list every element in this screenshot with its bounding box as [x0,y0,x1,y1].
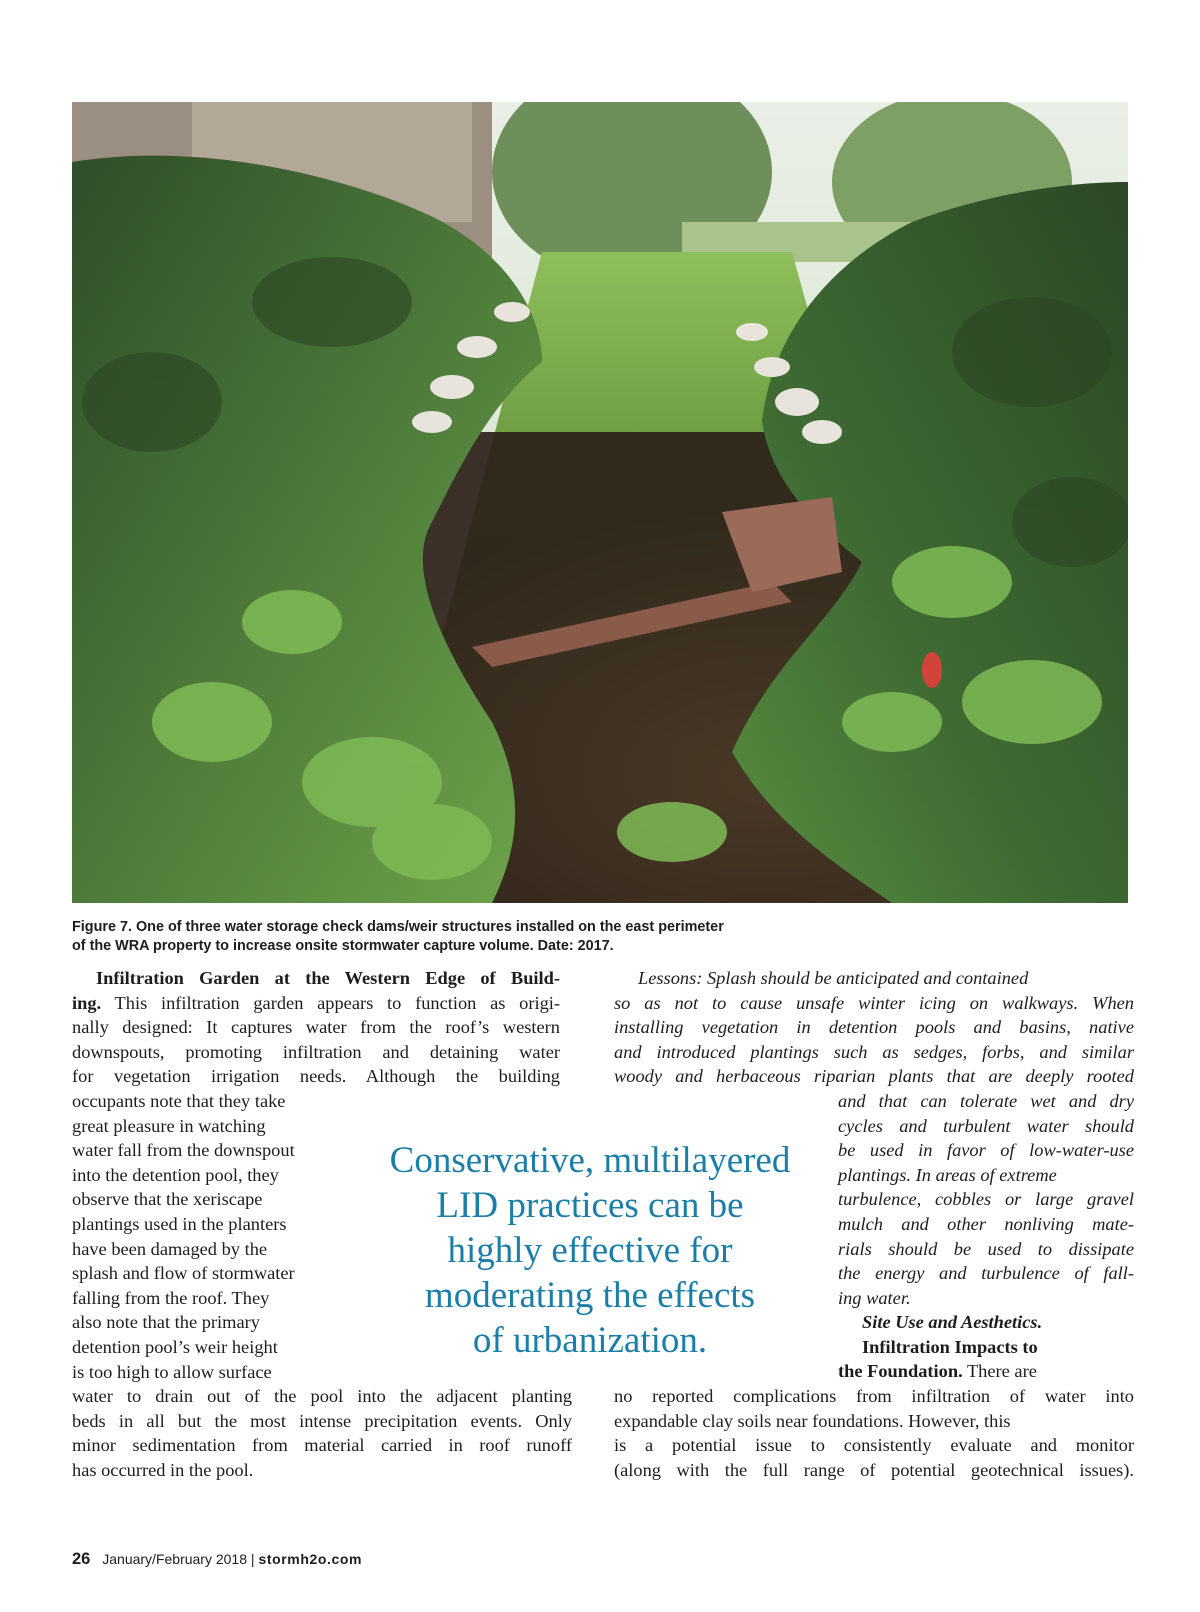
figure-caption [72,918,852,956]
body-line: beds in all but the most intense precipitation events. Only [72,1410,572,1431]
infiltration-heading-1: Infiltration Impacts to [862,1336,1038,1357]
right-column-headings [838,1310,1134,1384]
body-text: There are [962,1361,1037,1382]
page-footer [72,1550,362,1569]
pull-quote [350,1138,830,1363]
body-line: occupants note that they take [72,1091,286,1111]
left-heading-line [72,966,560,991]
lessons-line: the energy and turbulence of fall- [838,1263,1134,1284]
pull-quote-line: LID practices can be [436,1185,744,1226]
body-line: into the detention pool, they [72,1164,279,1185]
body-line: nally designed: It captures water from the roof’s western [72,1017,560,1038]
body-line: also note that the primary [72,1312,260,1333]
lessons-line: and introduced plantings such as sedges, forbs, and similar [614,1041,1134,1062]
right-column-infiltration [614,1384,1134,1482]
body-line: expandable clay soils near foundations. However, this [614,1410,1011,1431]
lessons-line: mulch and other nonliving mate- [838,1213,1134,1234]
site-use-heading-line [838,1310,1134,1335]
lessons-line: woody and herbaceous riparian plants that are deeply rooted [614,1066,1134,1087]
pull-quote-line: of urbanization. [472,1320,708,1361]
body-line: falling from the roof. They [72,1287,270,1308]
infiltration-heading-line-2 [838,1359,1134,1384]
right-column-lessons-top [614,966,1134,1089]
body-line: water to drain out of the pool into the adjacent planting [72,1386,572,1406]
lessons-line: and that can tolerate wet and dry [838,1091,1134,1111]
body-line: observe that the xeriscape [72,1189,263,1210]
garden-photo-illustration [72,102,1128,903]
caption-line-1: Figure 7. One of three water storage check dams/weir structures installed on the east perimeter [72,919,724,935]
caption-line-2: of the WRA property to increase onsite stormwater capture volume. Date: 2017. [72,938,614,954]
lessons-line: cycles and turbulent water should [838,1115,1134,1136]
body-text: This infiltration garden appears to function as origi- [101,992,560,1013]
lessons-line: ing water. [838,1287,911,1308]
figure-7-photo [72,102,1128,903]
lessons-line: installing vegetation in detention pools and basins, native [614,1017,1134,1038]
section-heading-cont: ing. [72,992,102,1013]
body-line: is too high to allow surface [72,1361,272,1382]
right-column-lessons-wrap [838,1089,1134,1310]
left-column-bottom [72,1384,572,1482]
pull-quote-line: Conservative, multilayered [389,1140,791,1181]
body-line: (along with the full range of potential geotechnical issues). [614,1459,1134,1480]
website-link[interactable]: stormh2o.com [258,1551,363,1567]
body-line: splash and flow of stormwater [72,1263,295,1284]
body-line: for vegetation irrigation needs. Although the building [72,1066,560,1087]
page-number: 26 [72,1550,91,1568]
body-line: water fall from the downspout [72,1140,295,1161]
body-line: no reported complications from infiltration of water into [614,1386,1134,1406]
infiltration-heading-line-1 [838,1335,1134,1360]
lessons-line: rials should be used to dissipate [838,1238,1134,1259]
body-line: detention pool’s weir height [72,1336,278,1357]
body-line: plantings used in the planters [72,1213,287,1234]
lessons-line: Lessons: Splash should be anticipated and contained [638,968,1029,988]
footer-separator: | [250,1551,255,1567]
site-use-heading: Site Use and Aesthetics. [862,1312,1043,1332]
left-column-top [72,966,560,1089]
body-line: minor sedimentation from material carried in roof runoff [72,1435,572,1456]
body-line: is a potential issue to consistently evaluate and monitor [614,1435,1134,1456]
issue-date: January/February 2018 [102,1551,248,1567]
lessons-line: so as not to cause unsafe winter icing on walkways. When [614,992,1134,1013]
body-line: downspouts, promoting infiltration and detaining water [72,1041,560,1062]
pull-quote-line: highly effective for [447,1230,733,1271]
lessons-line: plantings. In areas of extreme [838,1164,1057,1185]
pull-quote-line: moderating the effects [424,1275,756,1316]
left-column-wrap [72,1089,330,1384]
body-line: has occurred in the pool. [72,1459,254,1480]
infiltration-heading-2: the Foundation. [838,1361,963,1382]
section-heading-infiltration-garden: Infiltration Garden at the Western Edge of Build- [96,968,560,988]
left-line-2 [72,991,560,1016]
lessons-line: turbulence, cobbles or large gravel [838,1189,1134,1210]
lessons-line: be used in favor of low-water-use [838,1140,1134,1161]
body-line: great pleasure in watching [72,1115,266,1136]
body-line: have been damaged by the [72,1238,268,1259]
